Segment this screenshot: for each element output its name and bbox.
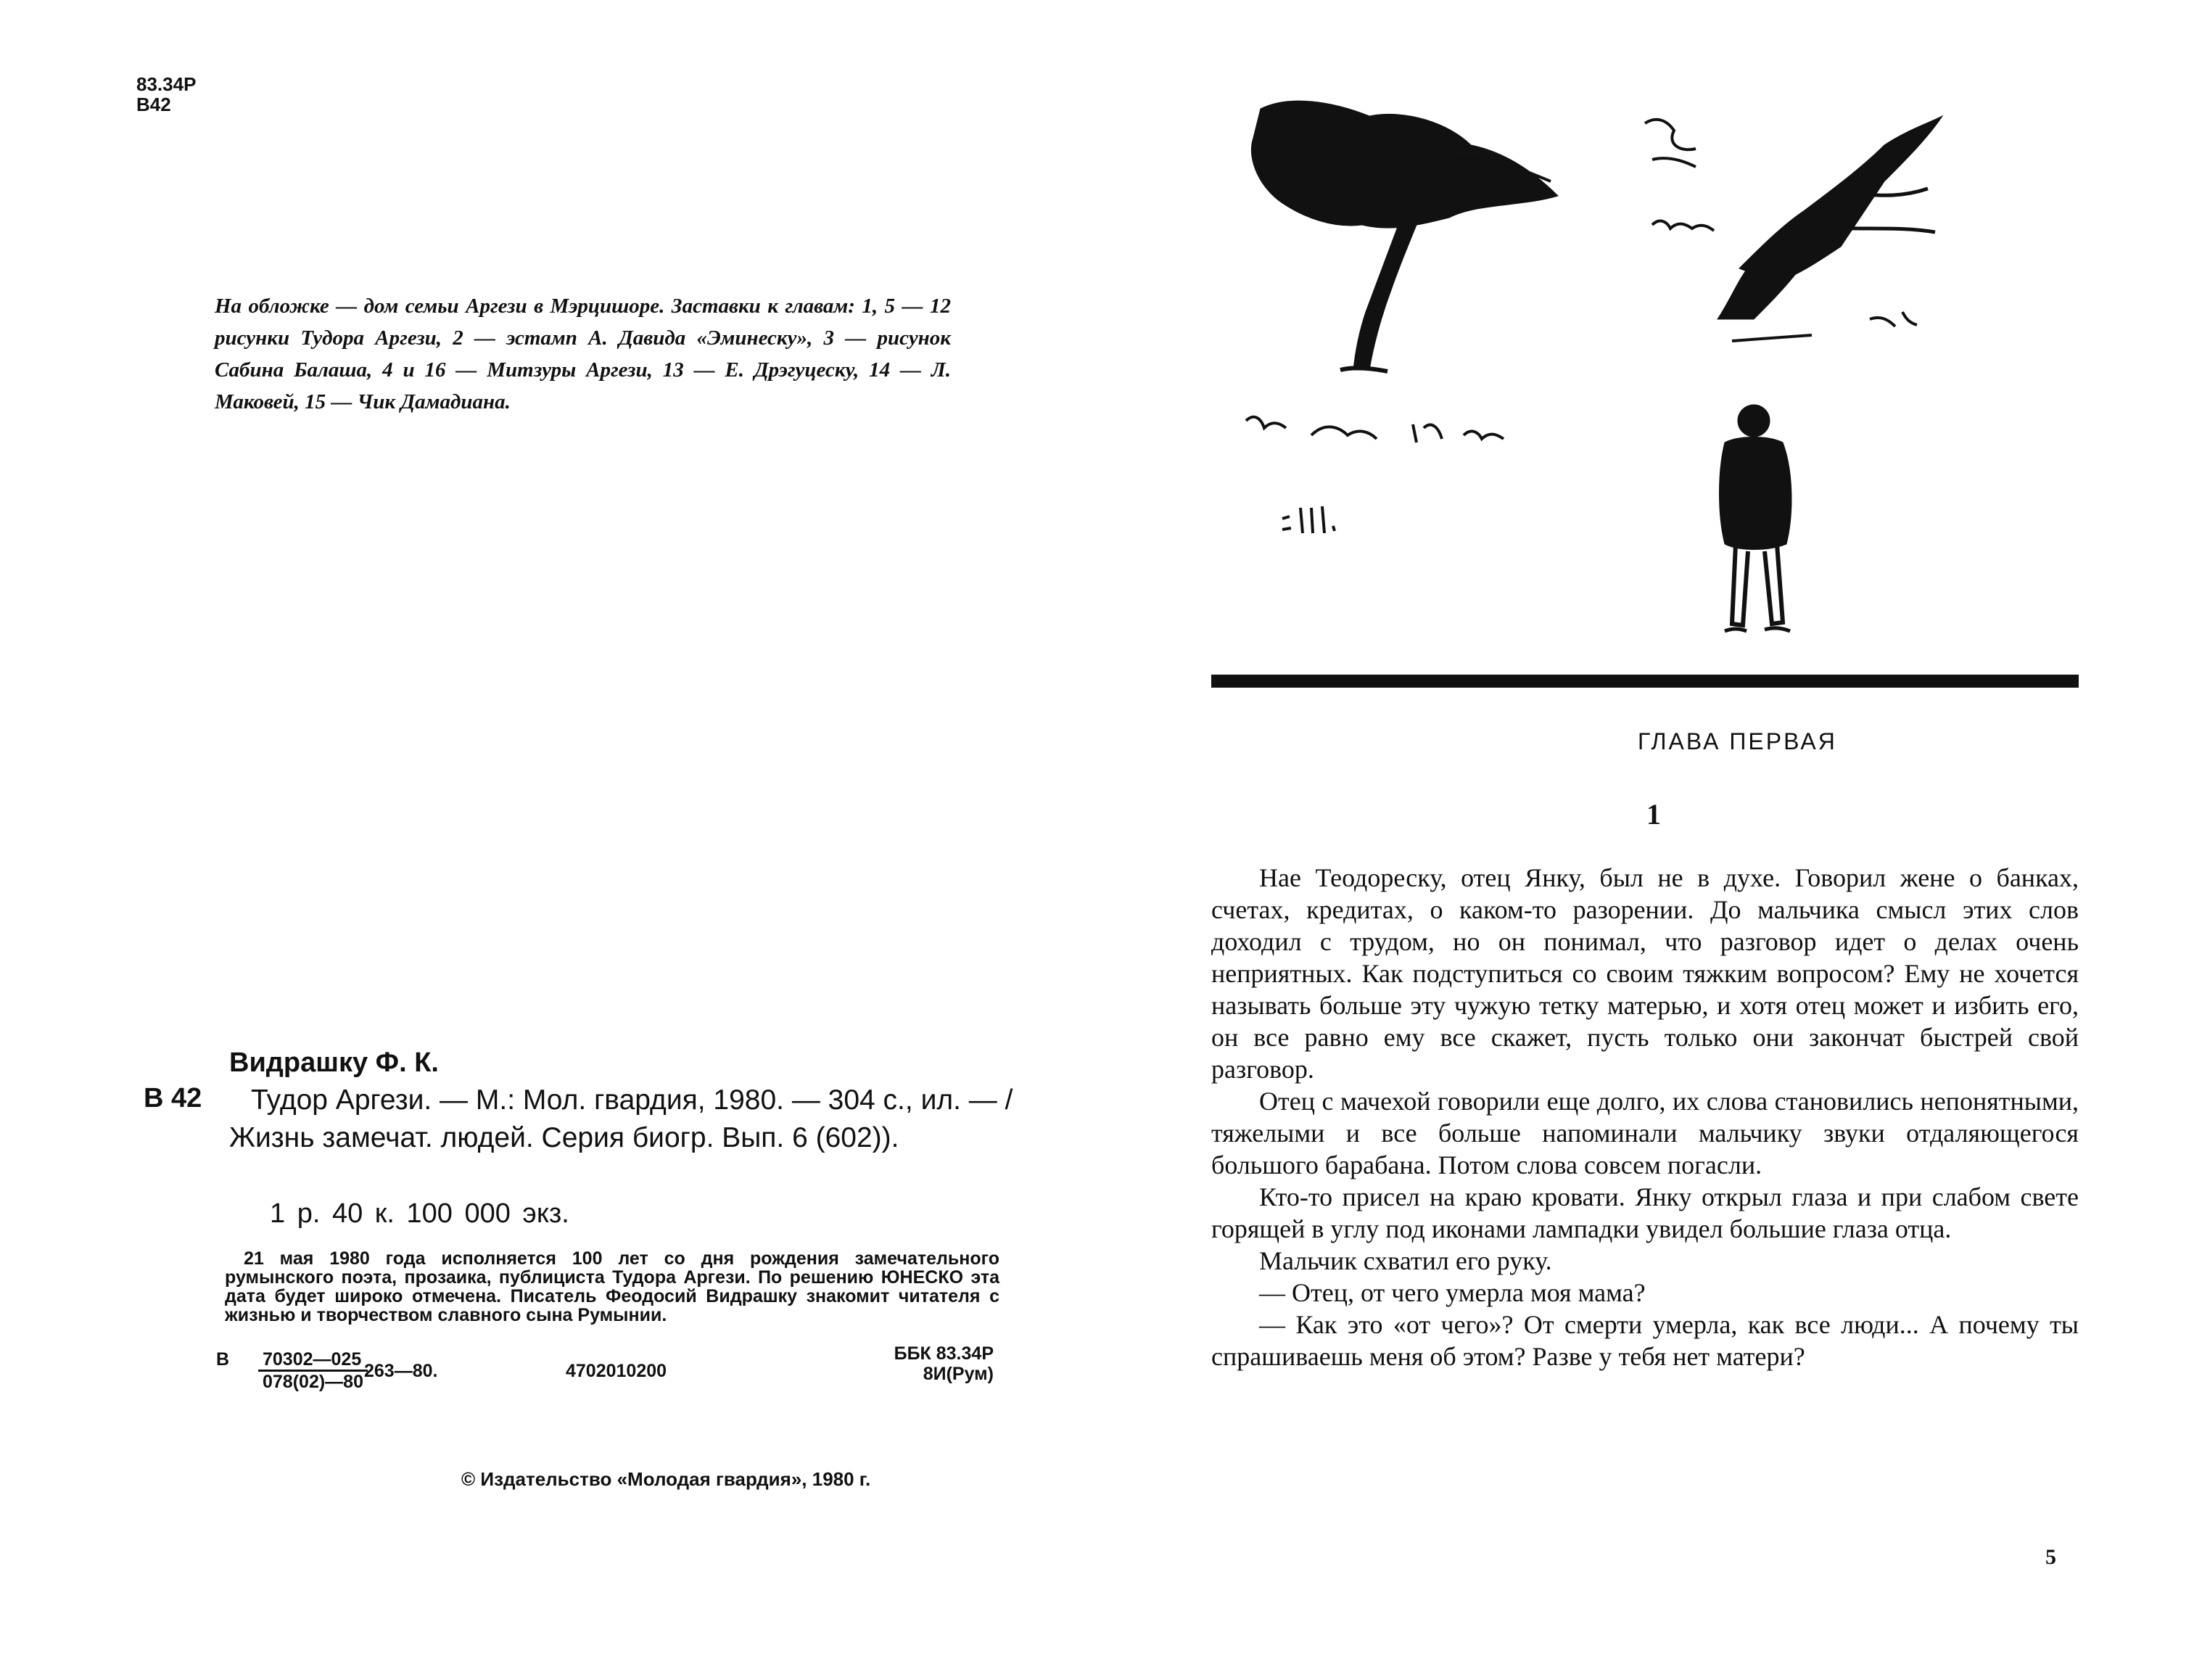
isbn-number: 4702010200 (566, 1361, 667, 1381)
catalog-author: Видрашку Ф. К. (229, 1047, 439, 1078)
section-number: 1 (1646, 798, 1661, 831)
boy-figure-drawing (1720, 405, 1791, 631)
paragraph: — Как это «от чего»? От смерти умерла, как все люди... А почему ты спрашиваешь меня об этом? Разве у тебя нет матери? (1211, 1310, 2079, 1371)
paragraph: Нае Теодореску, отец Янку, был не в духе. Говорил жене о банках, счетах, кредитах, о каком-то разорении. До мальчика смысл этих слов доходил с трудом, но он понимал, что разговор идет о делах очень неприятных. Как подступиться со своим тяжким вопросом? Ему не хочется называть больше эту чужую тетку матерью, и хотя отец может и избить его, он все равно ему все скажет, пусть только они закончат быстрей свой разговор. (1211, 863, 2079, 1084)
tree-right-drawing (1718, 116, 1942, 341)
bbk-line: 8И(Рум) (923, 1364, 994, 1384)
price-print-run: 1 р. 40 к. 100 000 экз. (270, 1198, 569, 1229)
copyright-notice: © Издательство «Молодая гвардия», 1980 г. (461, 1468, 871, 1490)
bbk-line: ББК 83.34Р (894, 1343, 994, 1364)
udk-line: 83.34Р (136, 73, 197, 95)
right-page (1101, 0, 2202, 1680)
illustration-credits: На обложке — дом семьи Аргези в Мэрцишоре. Заставки к главам: 1, 5 — 12 рисунки Тудора Аргези, 2 — эстамп А. Давида «Эминеску», 3 — рисунок Сабина Балаша, 4 и 16 — Митзуры Аргези, 13 — Е. Дрэгуцеску, 14 — Л. Маковей, 15 — Чик Дамадиана. (215, 295, 951, 413)
bbk-code (834, 1343, 994, 1384)
annotation: 21 мая 1980 года исполняется 100 лет со дня рождения замечательного румынского поэта, прозаика, публициста Тудора Аргези. По решению ЮНЕСКО эта дата будет широко отмечена. Писатель Феодосий Видрашку знакомит читателя с жизнью и творчеством славного сына Румынии. (225, 1248, 999, 1325)
chapter-body (1211, 862, 2079, 1372)
page-number: 5 (2045, 1545, 2056, 1569)
paragraph: Отец с мачехой говорили еще долго, их слова становились непонятными, тяжелыми и все больше напоминали мальчику звуки отдаляющегося большого барабана. Потом слова совсем погасли. (1211, 1087, 2079, 1179)
chapter-divider-rule (1211, 675, 2079, 688)
catalog-code: В 42 (144, 1083, 202, 1113)
chapter-title: ГЛАВА ПЕРВАЯ (1638, 728, 1837, 754)
index-letter: В (216, 1349, 230, 1370)
bibliographic-description: Тудор Аргези. — М.: Мол. гвардия, 1980. — 304 с., ил. — /Жизнь замечат. людей. Серия биогр. Вып. 6 (602)). (229, 1084, 1013, 1153)
fraction-numerator: 70302—025 (258, 1349, 368, 1372)
udk-index (136, 74, 196, 115)
catalog-fraction (258, 1349, 368, 1392)
paragraph: Кто-то присел на краю кровати. Янку открыл глаза и при слабом свете горящей в углу под иконами лампадки увидел большие глаза отца. (1211, 1182, 2079, 1243)
tree-left-drawing (1251, 101, 1558, 371)
paragraph: Мальчик схватил его руку. (1259, 1246, 1552, 1275)
chapter-illustration (1232, 80, 1979, 646)
fraction-suffix: 263—80. (364, 1361, 438, 1381)
udk-line: В42 (136, 94, 171, 115)
paragraph: — Отец, от чего умерла моя мама? (1259, 1278, 1646, 1307)
fraction-denominator: 078(02)—80 (263, 1372, 363, 1392)
